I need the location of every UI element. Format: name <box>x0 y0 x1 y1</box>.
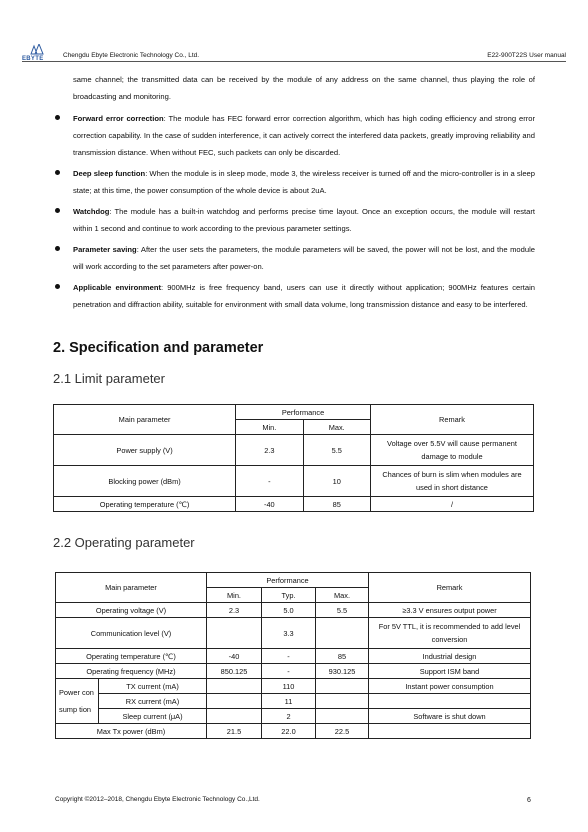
table-cell: / <box>370 497 533 512</box>
limit-parameter-table <box>53 404 534 512</box>
table-cell: 85 <box>316 649 369 664</box>
bullet-term: Forward error correction <box>73 114 164 123</box>
table-cell: Support ISM band <box>369 664 531 679</box>
bullet-text: : 900MHz is free frequency band, users can use it directly without application; 900MHz features certain penetration and diffraction ability, suitable for environment with small data volume, long transmission distance and easy to be interfered. <box>73 283 535 309</box>
table-cell: 11 <box>262 694 316 709</box>
section-heading: 2. Specification and parameter <box>53 340 264 356</box>
bullet-term: Applicable environment <box>73 283 162 292</box>
bullet-term: Watchdog <box>73 207 110 216</box>
table-cell: 5.5 <box>303 435 370 466</box>
table-cell: -40 <box>236 497 303 512</box>
bullet-term: Deep sleep function <box>73 169 146 178</box>
table-row <box>56 709 531 724</box>
header-company: Chengdu Ebyte Electronic Technology Co., Ltd. <box>63 52 200 59</box>
table-cell: Operating voltage (V) <box>56 603 207 618</box>
table-row <box>54 435 534 466</box>
table-cell: Power supply (V) <box>54 435 236 466</box>
table-cell: RX current (mA) <box>99 694 207 709</box>
table-header: Performance <box>236 405 371 420</box>
bullet-dot <box>55 115 60 120</box>
table-header: Main parameter <box>56 573 207 603</box>
logo-icon <box>30 44 44 55</box>
table-cell <box>316 679 369 694</box>
subsection-heading-operating: 2.2 Operating parameter <box>53 535 195 550</box>
table-cell: Voltage over 5.5V will cause permanent damage to module <box>370 435 533 466</box>
table-cell <box>316 618 369 649</box>
table-cell: 22.5 <box>316 724 369 739</box>
table-cell: For 5V TTL, it is recommended to add level conversion <box>369 618 531 649</box>
table-cell <box>369 694 531 709</box>
table-cell: Blocking power (dBm) <box>54 466 236 497</box>
table-cell: 21.5 <box>207 724 262 739</box>
table-cell: Software is shut down <box>369 709 531 724</box>
table-cell: TX current (mA) <box>99 679 207 694</box>
bullet-dot <box>55 284 60 289</box>
table-cell: -40 <box>207 649 262 664</box>
table-cell: - <box>262 664 316 679</box>
table-cell: - <box>236 466 303 497</box>
table-cell: Operating temperature (℃) <box>56 649 207 664</box>
operating-parameter-table <box>55 572 531 739</box>
table-row <box>56 618 531 649</box>
table-cell: 85 <box>303 497 370 512</box>
logo-text: EBYTE <box>22 56 44 62</box>
table-row <box>56 649 531 664</box>
table-cell <box>207 618 262 649</box>
table-row <box>54 466 534 497</box>
header-manual-title: E22-900T22S User manual <box>487 52 566 59</box>
table-cell: Communication level (V) <box>56 618 207 649</box>
table-row <box>56 694 531 709</box>
table-cell: 3.3 <box>262 618 316 649</box>
table-header: Main parameter <box>54 405 236 435</box>
bullet-dot <box>55 170 60 175</box>
table-header: Performance <box>207 573 369 588</box>
table-cell: ≥3.3 V ensures output power <box>369 603 531 618</box>
table-cell: Chances of burn is slim when modules are used in short distance <box>370 466 533 497</box>
bullet-text: : The module has a built-in watchdog and performs precise time layout. Once an exception occurs, the module will restart within 1 second and continue to work according to the previous parameter settings. <box>73 207 535 233</box>
table-cell: 930.125 <box>316 664 369 679</box>
table-header: Typ. <box>262 588 316 603</box>
bullet-dot <box>55 246 60 251</box>
table-cell: 22.0 <box>262 724 316 739</box>
table-cell: - <box>262 649 316 664</box>
table-cell: 850.125 <box>207 664 262 679</box>
table-row <box>56 603 531 618</box>
table-cell: Operating frequency (MHz) <box>56 664 207 679</box>
table-cell: Sleep current (μA) <box>99 709 207 724</box>
subsection-heading-limit: 2.1 Limit parameter <box>53 371 165 386</box>
table-cell <box>316 709 369 724</box>
table-cell: 2.3 <box>236 435 303 466</box>
bullet-text: : When the module is in sleep mode, mode 3, the wireless receiver is turned off and the micro-controller is in a sleep state; at this time, the power consumption of the whole device is about 2uA. <box>73 169 535 195</box>
table-cell: 110 <box>262 679 316 694</box>
table-cell <box>207 709 262 724</box>
table-cell: 5.5 <box>316 603 369 618</box>
table-header: Min. <box>207 588 262 603</box>
table-cell: 10 <box>303 466 370 497</box>
table-cell: 2 <box>262 709 316 724</box>
table-cell: Industrial design <box>369 649 531 664</box>
table-header: Remark <box>370 405 533 435</box>
page-number: 6 <box>527 797 531 804</box>
table-cell <box>207 679 262 694</box>
table-cell <box>316 694 369 709</box>
table-cell <box>369 724 531 739</box>
table-row <box>56 664 531 679</box>
footer-copyright: Copyright ©2012–2018, Chengdu Ebyte Electronic Technology Co.,Ltd. <box>55 796 260 803</box>
table-cell: 2.3 <box>207 603 262 618</box>
table-header: Max. <box>316 588 369 603</box>
bullet-dot <box>55 208 60 213</box>
bullet-text: : The module has FEC forward error correction algorithm, which has high coding efficiency and strong error correction capability. In the case of sudden interference, it can actively correct the interfered data packets, greatly improving reliability and transmission distance. When without FEC, such packets can only be discarded. <box>73 114 536 157</box>
header-divider <box>22 61 566 62</box>
table-header: Min. <box>236 420 303 435</box>
table-header: Max. <box>303 420 370 435</box>
bullet-term: Parameter saving <box>73 245 137 254</box>
intro-paragraph: same channel; the transmitted data can be received by the module of any address on the same channel, thus playing the role of broadcasting and monitoring. <box>73 75 535 101</box>
table-cell: Max Tx power (dBm) <box>56 724 207 739</box>
table-cell <box>207 694 262 709</box>
table-cell: 5.0 <box>262 603 316 618</box>
table-row <box>56 679 531 694</box>
table-row <box>54 497 534 512</box>
table-cell-group: Power consump tion <box>56 679 99 724</box>
table-header: Remark <box>369 573 531 603</box>
table-cell: Operating temperature (℃) <box>54 497 236 512</box>
bullet-text: : After the user sets the parameters, the module parameters will be saved, the power will not be lost, and the module will work according to the set parameters after power-on. <box>73 245 535 271</box>
table-cell: Instant power consumption <box>369 679 531 694</box>
table-row <box>56 724 531 739</box>
